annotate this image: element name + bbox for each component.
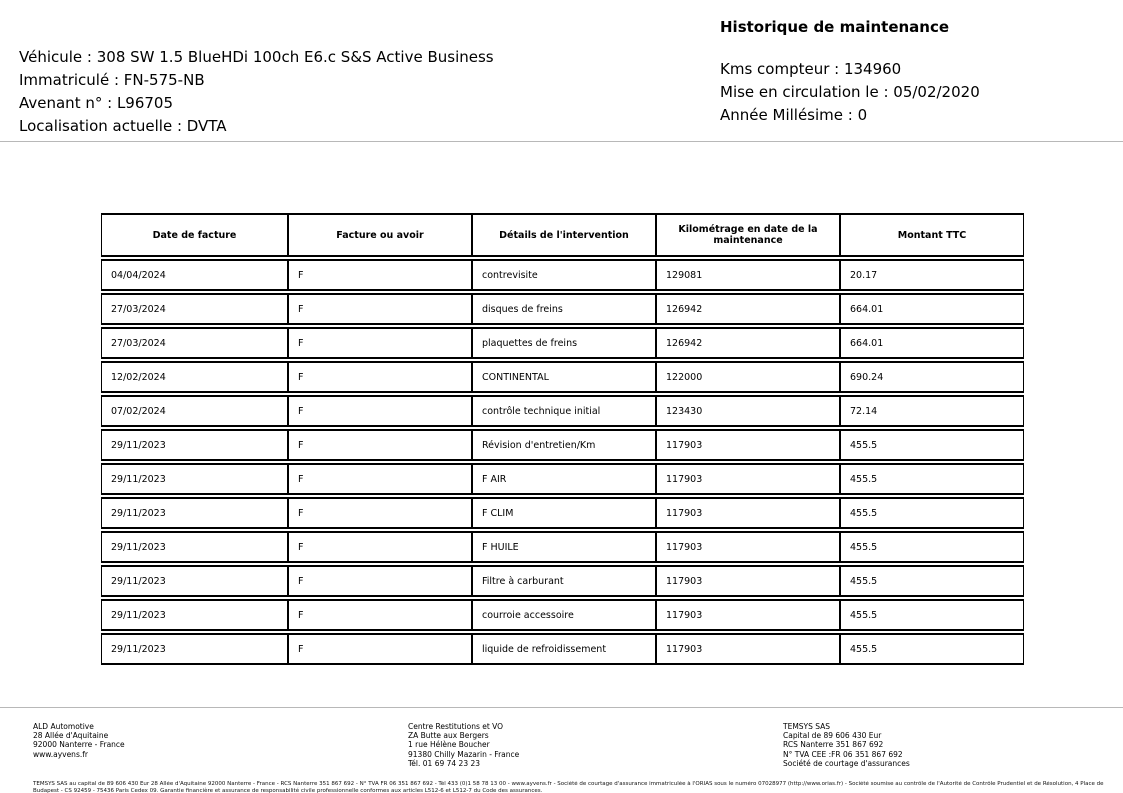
cell-mileage: 123430 [655, 397, 839, 425]
cell-details: Filtre à carburant [471, 567, 655, 595]
footer-restitution-center: Centre Restitutions et VO ZA Butte aux Bergers 1 rue Hélène Boucher 91380 Chilly Mazarin - France Tél. 01 69 74 23 23 [408, 722, 520, 768]
table-header-row [101, 213, 1024, 257]
cell-type: F [287, 601, 471, 629]
registration-number: Immatriculé : FN-575-NB [19, 71, 205, 89]
cell-date: 29/11/2023 [111, 575, 166, 587]
page-title: Historique de maintenance [720, 18, 950, 36]
column-header-amount: Montant TTC [839, 215, 1023, 255]
cell-mileage: 117903 [655, 601, 839, 629]
table-row [101, 327, 1024, 359]
cell-amount: 72.14 [839, 397, 1023, 425]
cell-date: 27/03/2024 [111, 303, 166, 315]
cell-details: contrôle technique initial [471, 397, 655, 425]
cell-date: 12/02/2024 [111, 371, 166, 383]
cell-details: F AIR [471, 465, 655, 493]
column-header-mileage: Kilométrage en date de la maintenance [655, 215, 839, 255]
cell-date: 29/11/2023 [111, 643, 166, 655]
column-header-details: Détails de l'intervention [471, 215, 655, 255]
cell-amount: 664.01 [839, 329, 1023, 357]
cell-mileage: 122000 [655, 363, 839, 391]
cell-type: F [287, 295, 471, 323]
cell-amount: 455.5 [839, 567, 1023, 595]
model-year: Année Millésime : 0 [720, 106, 868, 124]
cell-mileage: 117903 [655, 465, 839, 493]
cell-amount: 20.17 [839, 261, 1023, 289]
cell-mileage: 129081 [655, 261, 839, 289]
cell-type: F [287, 533, 471, 561]
cell-type: F [287, 499, 471, 527]
table-row [101, 463, 1024, 495]
cell-type: F [287, 567, 471, 595]
column-header-date: Date de facture [152, 229, 237, 241]
cell-date: 29/11/2023 [111, 609, 166, 621]
cell-details: CONTINENTAL [471, 363, 655, 391]
cell-mileage: 117903 [655, 533, 839, 561]
column-header-type: Facture ou avoir [287, 215, 471, 255]
cell-details: Révision d'entretien/Km [471, 431, 655, 459]
cell-mileage: 126942 [655, 329, 839, 357]
cell-date: 29/11/2023 [111, 439, 166, 451]
cell-type: F [287, 465, 471, 493]
table-row [101, 429, 1024, 461]
table-row [101, 395, 1024, 427]
table-row [101, 565, 1024, 597]
cell-details: F CLIM [471, 499, 655, 527]
table-row [101, 259, 1024, 291]
cell-details: liquide de refroidissement [471, 635, 655, 663]
registration-date: Mise en circulation le : 05/02/2020 [720, 83, 980, 101]
cell-type: F [287, 635, 471, 663]
table-row [101, 599, 1024, 631]
cell-amount: 455.5 [839, 601, 1023, 629]
table-row [101, 531, 1024, 563]
cell-mileage: 117903 [655, 431, 839, 459]
footer-divider [0, 707, 1123, 708]
cell-type: F [287, 431, 471, 459]
footer-company-address: ALD Automotive 28 Allée d'Aquitaine 92000 Nanterre - France www.ayvens.fr [33, 722, 125, 759]
odometer-reading: Kms compteur : 134960 [720, 60, 902, 78]
contract-amendment: Avenant n° : L96705 [19, 94, 174, 112]
cell-date: 29/11/2023 [111, 507, 166, 519]
cell-amount: 455.5 [839, 499, 1023, 527]
table-row [101, 293, 1024, 325]
cell-details: disques de freins [471, 295, 655, 323]
maintenance-table [101, 213, 1024, 667]
cell-type: F [287, 329, 471, 357]
footer-legal-notice: TEMSYS SAS au capital de 89 606 430 Eur 28 Allée d'Aquitaine 92000 Nanterre - France - RCS Nanterre 351 867 692 - N° TVA FR 06 351 867 692 - Tél 433 (0)1 58 78 13 00 - www.ayvens.fr - Société de courtage d'assurance immatriculée à l'ORIAS sous le numéro 07028977 (http://www.orias.fr) - Société soumise au contrôle de l'Autorité de Contrôle Prudentiel et de Résolution, 4 Place de Budapest - CS 92459 - 75436 Paris Cedex 09. Garantie financière et assurance de responsabilité civile professionnelle conformes aux articles L512-6 et L512-7 du Code des assurances. [33, 781, 1104, 793]
cell-amount: 455.5 [839, 431, 1023, 459]
table-row [101, 633, 1024, 665]
cell-date: 29/11/2023 [111, 473, 166, 485]
cell-amount: 455.5 [839, 465, 1023, 493]
cell-details: contrevisite [471, 261, 655, 289]
table-row [101, 497, 1024, 529]
cell-details: plaquettes de freins [471, 329, 655, 357]
cell-date: 07/02/2024 [111, 405, 166, 417]
cell-amount: 664.01 [839, 295, 1023, 323]
cell-mileage: 117903 [655, 635, 839, 663]
cell-mileage: 117903 [655, 499, 839, 527]
header-divider [0, 141, 1123, 142]
cell-type: F [287, 397, 471, 425]
cell-date: 29/11/2023 [111, 541, 166, 553]
cell-date: 27/03/2024 [111, 337, 166, 349]
cell-details: courroie accessoire [471, 601, 655, 629]
cell-mileage: 117903 [655, 567, 839, 595]
current-location: Localisation actuelle : DVTA [19, 117, 227, 135]
vehicle-model: Véhicule : 308 SW 1.5 BlueHDi 100ch E6.c S&S Active Business [19, 48, 494, 66]
cell-mileage: 126942 [655, 295, 839, 323]
cell-type: F [287, 261, 471, 289]
cell-details: F HUILE [471, 533, 655, 561]
table-row [101, 361, 1024, 393]
footer-broker-info: TEMSYS SAS Capital de 89 606 430 Eur RCS Nanterre 351 867 692 N° TVA CEE :FR 06 351 867 692 Société de courtage d'assurances [783, 722, 910, 768]
cell-amount: 455.5 [839, 533, 1023, 561]
cell-type: F [287, 363, 471, 391]
cell-amount: 455.5 [839, 635, 1023, 663]
cell-date: 04/04/2024 [111, 269, 166, 281]
cell-amount: 690.24 [839, 363, 1023, 391]
